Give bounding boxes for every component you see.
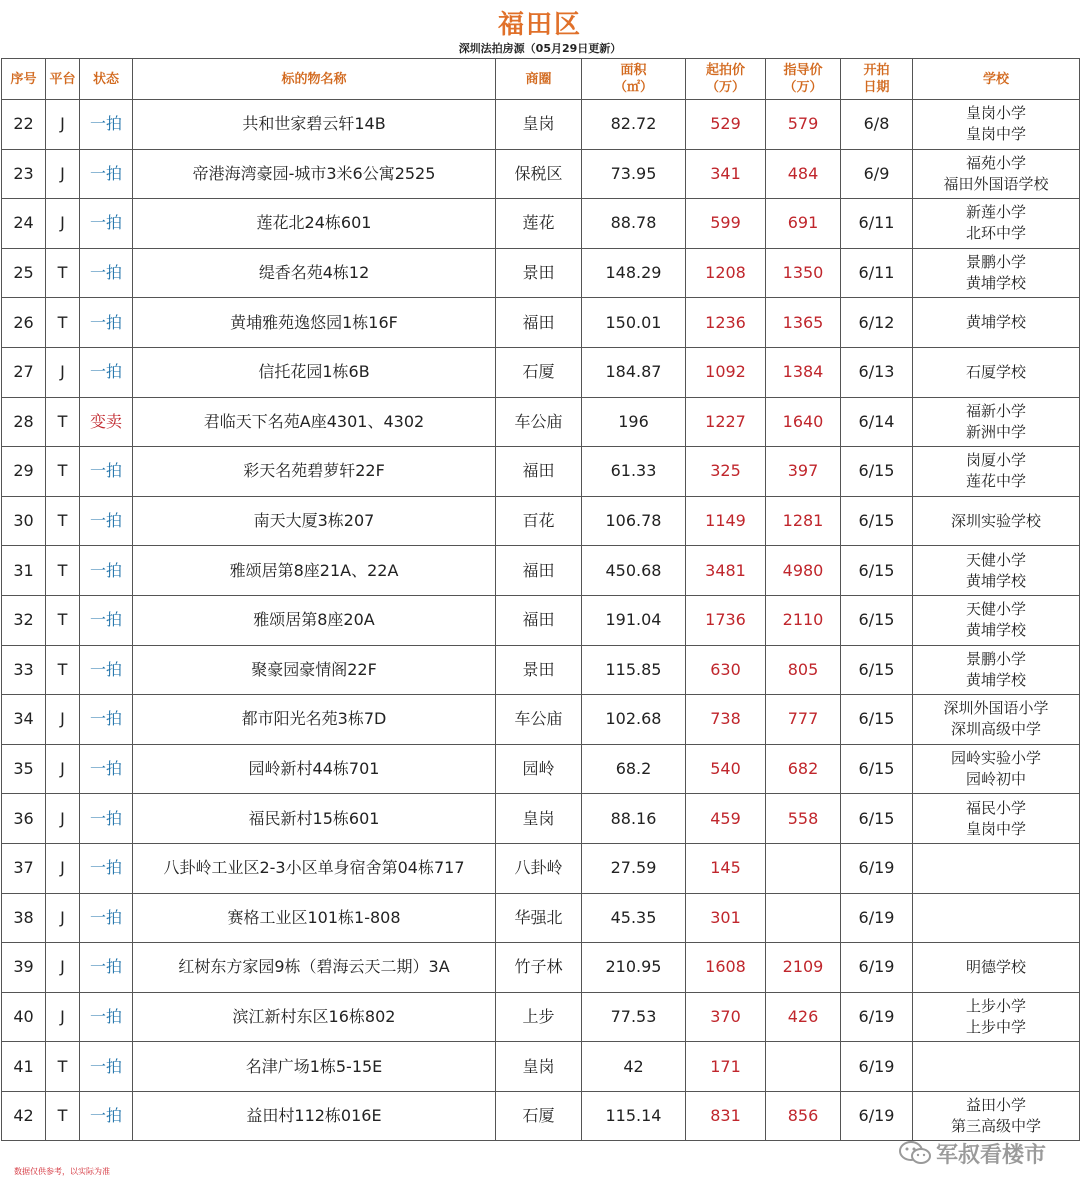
cell-size: 115.14 [582, 1091, 686, 1141]
cell-platform: J [46, 843, 80, 893]
cell-status: 一拍 [80, 1091, 133, 1141]
cell-no: 24 [2, 199, 46, 249]
cell-date: 6/15 [841, 645, 913, 695]
cell-size: 150.01 [582, 298, 686, 348]
cell-area: 石厦 [496, 1091, 582, 1141]
cell-status: 一拍 [80, 1042, 133, 1092]
cell-area: 八卦岭 [496, 843, 582, 893]
cell-start-price: 370 [686, 992, 766, 1042]
cell-date: 6/9 [841, 149, 913, 199]
cell-school: 福新小学 新洲中学 [913, 397, 1080, 447]
table-row [2, 546, 1080, 596]
cell-name: 莲花北24栋601 [133, 199, 496, 249]
cell-name: 益田村112栋016E [133, 1091, 496, 1141]
table-row [2, 744, 1080, 794]
cell-school: 上步小学 上步中学 [913, 992, 1080, 1042]
cell-name: 彩天名苑碧萝轩22F [133, 447, 496, 497]
cell-start-price: 1227 [686, 397, 766, 447]
cell-size: 106.78 [582, 496, 686, 546]
auction-table [1, 58, 1080, 1141]
cell-size: 102.68 [582, 695, 686, 745]
table-row [2, 1091, 1080, 1141]
col-header-no: 序号 [2, 59, 46, 100]
cell-guide-price: 1281 [766, 496, 841, 546]
cell-name: 都市阳光名苑3栋7D [133, 695, 496, 745]
cell-school: 岗厦小学 莲花中学 [913, 447, 1080, 497]
cell-date: 6/19 [841, 992, 913, 1042]
cell-guide-price: 1365 [766, 298, 841, 348]
cell-start-price: 171 [686, 1042, 766, 1092]
cell-guide-price: 682 [766, 744, 841, 794]
cell-status: 一拍 [80, 595, 133, 645]
cell-size: 45.35 [582, 893, 686, 943]
cell-no: 42 [2, 1091, 46, 1141]
cell-school: 皇岗小学 皇岗中学 [913, 100, 1080, 150]
cell-no: 29 [2, 447, 46, 497]
cell-guide-price: 1350 [766, 248, 841, 298]
cell-school: 石厦学校 [913, 347, 1080, 397]
cell-size: 42 [582, 1042, 686, 1092]
cell-no: 41 [2, 1042, 46, 1092]
cell-guide-price: 579 [766, 100, 841, 150]
cell-size: 88.78 [582, 199, 686, 249]
table-header-row [2, 59, 1080, 100]
cell-size: 196 [582, 397, 686, 447]
cell-date: 6/15 [841, 744, 913, 794]
cell-platform: J [46, 149, 80, 199]
cell-status: 一拍 [80, 447, 133, 497]
cell-area: 上步 [496, 992, 582, 1042]
cell-area: 福田 [496, 595, 582, 645]
cell-school: 明德学校 [913, 943, 1080, 993]
cell-guide-price: 1640 [766, 397, 841, 447]
page-subtitle: 深圳法拍房源（05月29日更新） [458, 42, 622, 55]
cell-name: 缇香名苑4栋12 [133, 248, 496, 298]
cell-no: 22 [2, 100, 46, 150]
cell-name: 名津广场1栋5-15E [133, 1042, 496, 1092]
cell-guide-price: 2109 [766, 943, 841, 993]
table-row [2, 794, 1080, 844]
table-row [2, 298, 1080, 348]
cell-size: 115.85 [582, 645, 686, 695]
cell-area: 车公庙 [496, 695, 582, 745]
cell-status: 一拍 [80, 546, 133, 596]
cell-school: 深圳外国语小学 深圳高级中学 [913, 695, 1080, 745]
cell-school: 黄埔学校 [913, 298, 1080, 348]
cell-date: 6/19 [841, 893, 913, 943]
cell-status: 一拍 [80, 794, 133, 844]
cell-size: 88.16 [582, 794, 686, 844]
cell-date: 6/19 [841, 1091, 913, 1141]
cell-guide-price: 426 [766, 992, 841, 1042]
cell-no: 23 [2, 149, 46, 199]
table-row [2, 100, 1080, 150]
cell-date: 6/15 [841, 546, 913, 596]
cell-school: 新莲小学 北环中学 [913, 199, 1080, 249]
cell-size: 68.2 [582, 744, 686, 794]
cell-start-price: 1149 [686, 496, 766, 546]
cell-no: 27 [2, 347, 46, 397]
cell-start-price: 738 [686, 695, 766, 745]
cell-status: 一拍 [80, 496, 133, 546]
cell-platform: T [46, 248, 80, 298]
watermark [898, 1138, 1046, 1172]
col-header-guide-price: 指导价 （万） [766, 59, 841, 100]
cell-start-price: 459 [686, 794, 766, 844]
cell-guide-price: 2110 [766, 595, 841, 645]
table-row [2, 1042, 1080, 1092]
table-row [2, 447, 1080, 497]
cell-platform: T [46, 397, 80, 447]
cell-guide-price: 397 [766, 447, 841, 497]
cell-date: 6/19 [841, 843, 913, 893]
cell-platform: T [46, 546, 80, 596]
cell-school [913, 1042, 1080, 1092]
cell-size: 77.53 [582, 992, 686, 1042]
cell-start-price: 1092 [686, 347, 766, 397]
cell-no: 39 [2, 943, 46, 993]
table-row [2, 843, 1080, 893]
cell-size: 450.68 [582, 546, 686, 596]
cell-no: 32 [2, 595, 46, 645]
cell-size: 27.59 [582, 843, 686, 893]
cell-start-price: 540 [686, 744, 766, 794]
cell-area: 园岭 [496, 744, 582, 794]
cell-date: 6/15 [841, 794, 913, 844]
table-row [2, 595, 1080, 645]
cell-date: 6/11 [841, 248, 913, 298]
footer-note: 数据仅供参考，以实际为准 [14, 1167, 110, 1176]
col-header-area: 商圈 [496, 59, 582, 100]
wechat-icon [898, 1140, 932, 1172]
cell-area: 百花 [496, 496, 582, 546]
cell-guide-price: 484 [766, 149, 841, 199]
cell-guide-price: 856 [766, 1091, 841, 1141]
cell-date: 6/19 [841, 943, 913, 993]
cell-start-price: 3481 [686, 546, 766, 596]
cell-area: 福田 [496, 298, 582, 348]
cell-status: 一拍 [80, 843, 133, 893]
cell-no: 28 [2, 397, 46, 447]
cell-date: 6/8 [841, 100, 913, 150]
table-row [2, 943, 1080, 993]
cell-area: 皇岗 [496, 794, 582, 844]
cell-guide-price: 805 [766, 645, 841, 695]
cell-no: 36 [2, 794, 46, 844]
cell-status: 一拍 [80, 199, 133, 249]
cell-no: 37 [2, 843, 46, 893]
cell-start-price: 529 [686, 100, 766, 150]
cell-school [913, 843, 1080, 893]
cell-guide-price [766, 843, 841, 893]
cell-platform: J [46, 347, 80, 397]
cell-name: 红树东方家园9栋（碧海云天二期）3A [133, 943, 496, 993]
cell-status: 一拍 [80, 744, 133, 794]
table-row [2, 893, 1080, 943]
table-row [2, 397, 1080, 447]
cell-guide-price [766, 893, 841, 943]
cell-no: 38 [2, 893, 46, 943]
cell-platform: T [46, 645, 80, 695]
cell-start-price: 1736 [686, 595, 766, 645]
table-row [2, 695, 1080, 745]
cell-start-price: 630 [686, 645, 766, 695]
cell-size: 82.72 [582, 100, 686, 150]
cell-status: 一拍 [80, 100, 133, 150]
cell-date: 6/13 [841, 347, 913, 397]
cell-size: 210.95 [582, 943, 686, 993]
cell-status: 一拍 [80, 248, 133, 298]
cell-name: 雅颂居第8座20A [133, 595, 496, 645]
cell-name: 福民新村15栋601 [133, 794, 496, 844]
cell-no: 31 [2, 546, 46, 596]
cell-guide-price [766, 1042, 841, 1092]
cell-area: 石厦 [496, 347, 582, 397]
cell-area: 华强北 [496, 893, 582, 943]
cell-name: 帝港海湾豪园-城市3米6公寓2525 [133, 149, 496, 199]
cell-size: 184.87 [582, 347, 686, 397]
cell-status: 一拍 [80, 298, 133, 348]
cell-guide-price: 777 [766, 695, 841, 745]
cell-area: 皇岗 [496, 100, 582, 150]
col-header-size: 面积 （㎡） [582, 59, 686, 100]
cell-area: 竹子林 [496, 943, 582, 993]
cell-date: 6/14 [841, 397, 913, 447]
cell-status: 一拍 [80, 695, 133, 745]
cell-platform: T [46, 447, 80, 497]
cell-start-price: 1208 [686, 248, 766, 298]
cell-date: 6/15 [841, 595, 913, 645]
cell-name: 八卦岭工业区2-3小区单身宿舍第04栋717 [133, 843, 496, 893]
col-header-date: 开拍 日期 [841, 59, 913, 100]
cell-area: 皇岗 [496, 1042, 582, 1092]
cell-start-price: 341 [686, 149, 766, 199]
table-row [2, 149, 1080, 199]
cell-area: 福田 [496, 447, 582, 497]
cell-no: 25 [2, 248, 46, 298]
cell-platform: J [46, 100, 80, 150]
cell-school: 景鹏小学 黄埔学校 [913, 645, 1080, 695]
cell-name: 聚豪园豪情阁22F [133, 645, 496, 695]
cell-no: 34 [2, 695, 46, 745]
cell-status: 一拍 [80, 347, 133, 397]
cell-platform: J [46, 199, 80, 249]
cell-area: 保税区 [496, 149, 582, 199]
page-header [0, 0, 1080, 58]
cell-date: 6/15 [841, 695, 913, 745]
cell-status: 一拍 [80, 992, 133, 1042]
cell-name: 君临天下名苑A座4301、4302 [133, 397, 496, 447]
cell-start-price: 1608 [686, 943, 766, 993]
cell-guide-price: 558 [766, 794, 841, 844]
page-title: 福田区 [497, 10, 582, 40]
col-header-platform: 平台 [46, 59, 80, 100]
cell-area: 莲花 [496, 199, 582, 249]
table-row [2, 645, 1080, 695]
cell-start-price: 1236 [686, 298, 766, 348]
cell-name: 黄埔雅苑逸悠园1栋16F [133, 298, 496, 348]
col-header-name: 标的物名称 [133, 59, 496, 100]
cell-school: 天健小学 黄埔学校 [913, 595, 1080, 645]
cell-no: 26 [2, 298, 46, 348]
cell-name: 滨江新村东区16栋802 [133, 992, 496, 1042]
table-row [2, 347, 1080, 397]
cell-no: 30 [2, 496, 46, 546]
cell-platform: J [46, 794, 80, 844]
cell-area: 福田 [496, 546, 582, 596]
cell-area: 车公庙 [496, 397, 582, 447]
cell-platform: T [46, 298, 80, 348]
cell-guide-price: 4980 [766, 546, 841, 596]
cell-size: 73.95 [582, 149, 686, 199]
cell-no: 40 [2, 992, 46, 1042]
cell-area: 景田 [496, 645, 582, 695]
cell-status: 变卖 [80, 397, 133, 447]
cell-status: 一拍 [80, 893, 133, 943]
cell-school: 景鹏小学 黄埔学校 [913, 248, 1080, 298]
cell-name: 园岭新村44栋701 [133, 744, 496, 794]
cell-status: 一拍 [80, 645, 133, 695]
cell-date: 6/19 [841, 1042, 913, 1092]
cell-size: 191.04 [582, 595, 686, 645]
cell-platform: J [46, 992, 80, 1042]
cell-school [913, 893, 1080, 943]
cell-platform: T [46, 496, 80, 546]
col-header-status: 状态 [80, 59, 133, 100]
cell-start-price: 831 [686, 1091, 766, 1141]
cell-name: 信托花园1栋6B [133, 347, 496, 397]
cell-area: 景田 [496, 248, 582, 298]
cell-guide-price: 691 [766, 199, 841, 249]
cell-school: 福苑小学 福田外国语学校 [913, 149, 1080, 199]
table-row [2, 248, 1080, 298]
col-header-school: 学校 [913, 59, 1080, 100]
cell-school: 园岭实验小学 园岭初中 [913, 744, 1080, 794]
cell-date: 6/15 [841, 447, 913, 497]
cell-date: 6/15 [841, 496, 913, 546]
cell-platform: J [46, 744, 80, 794]
col-header-start-price: 起拍价 （万） [686, 59, 766, 100]
cell-guide-price: 1384 [766, 347, 841, 397]
cell-school: 益田小学 第三高级中学 [913, 1091, 1080, 1141]
cell-name: 赛格工业区101栋1-808 [133, 893, 496, 943]
cell-platform: J [46, 893, 80, 943]
cell-platform: T [46, 595, 80, 645]
table-row [2, 496, 1080, 546]
cell-date: 6/11 [841, 199, 913, 249]
cell-platform: J [46, 695, 80, 745]
cell-platform: J [46, 943, 80, 993]
cell-platform: T [46, 1091, 80, 1141]
cell-start-price: 599 [686, 199, 766, 249]
cell-name: 雅颂居第8座21A、22A [133, 546, 496, 596]
table-row [2, 992, 1080, 1042]
cell-school: 天健小学 黄埔学校 [913, 546, 1080, 596]
cell-start-price: 145 [686, 843, 766, 893]
cell-name: 南天大厦3栋207 [133, 496, 496, 546]
cell-size: 61.33 [582, 447, 686, 497]
cell-platform: T [46, 1042, 80, 1092]
cell-date: 6/12 [841, 298, 913, 348]
cell-school: 深圳实验学校 [913, 496, 1080, 546]
cell-name: 共和世家碧云轩14B [133, 100, 496, 150]
cell-school: 福民小学 皇岗中学 [913, 794, 1080, 844]
cell-status: 一拍 [80, 943, 133, 993]
cell-size: 148.29 [582, 248, 686, 298]
cell-no: 33 [2, 645, 46, 695]
cell-status: 一拍 [80, 149, 133, 199]
watermark-text: 军叔看楼市 [935, 1143, 1046, 1168]
table-row [2, 199, 1080, 249]
cell-no: 35 [2, 744, 46, 794]
cell-start-price: 325 [686, 447, 766, 497]
cell-start-price: 301 [686, 893, 766, 943]
